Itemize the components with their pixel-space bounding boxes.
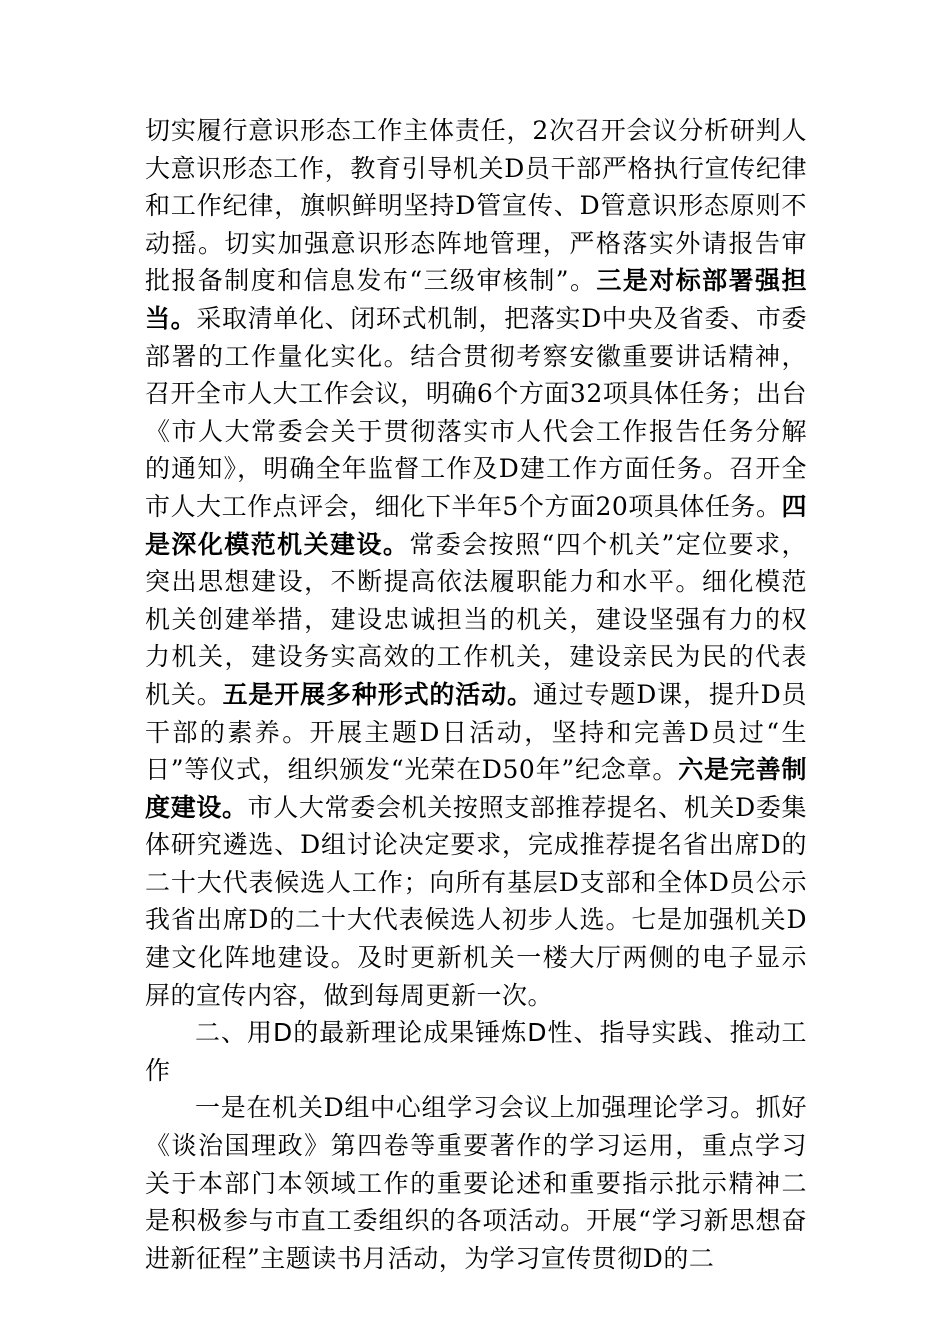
- text-run: 采取清单化、闭环式机制，把落实D中央及省委、市委部署的工作量化实化。结合贯彻考察安徽重要讲话精神，召开全市人大工作会议，明确6个方面32项具体任务；出台《市人大常委会关于贯彻落实市人代会工作报告任务分解的通知》，明确全年监督工作及D建工作方面任务。召开全市人大工作点评会，细化下半年5个方面20项具体任务。: [145, 303, 807, 521]
- text-run: 二、用D的最新理论成果锤炼D性、指导实践、推动工作: [145, 1018, 807, 1085]
- document-page: [145, 112, 807, 1277]
- text-run: 市人大常委会机关按照支部推荐提名、机关D委集体研究遴选、D组讨论决定要求，完成推荐提名省出席D的二十大代表候选人工作；向所有基层D支部和全体D员公示我省出席D的二十大代表候选人初步人选。七是加强机关D建文化阵地建设。及时更新机关一楼大厅两侧的电子显示屏的宣传内容，做到每周更新一次。: [145, 792, 807, 1010]
- bold-lead-phrase: 三是对标部署强担当。: [145, 266, 807, 333]
- text-run: 切实履行意识形态工作主体责任，2次召开会议分析研判人大意识形态工作，教育引导机关D员干部严格执行宣传纪律和工作纪律，旗帜鲜明坚持D管宣传、D管意识形态原则不动摇。切实加强意识形态阵地管理，严格落实外请报告审批报备制度和信息发布“三级审核制”。: [145, 116, 807, 296]
- text-run: 常委会按照“四个机关”定位要求，突出思想建设，不断提高依法履职能力和水平。细化模范机关创建举措，建设忠诚担当的机关，建设坚强有力的权力机关，建设务实高效的工作机关，建设亲民为民的代表机关。: [145, 529, 807, 709]
- paragraph-study: [145, 1089, 807, 1277]
- text-run: 通过专题D课，提升D员干部的素养。开展主题D日活动，坚持和完善D员过“生日”等仪式，组织颁发“光荣在D50年”纪念章。: [145, 679, 807, 785]
- bold-lead-phrase: 五是开展多种形式的活动。: [222, 679, 533, 709]
- section-heading: [145, 1014, 807, 1089]
- bold-lead-phrase: 六是完善制度建设。: [145, 755, 807, 822]
- paragraph-continued: [145, 112, 807, 1014]
- bold-lead-phrase: 四是深化模范机关建设。: [145, 491, 807, 559]
- text-run: 一是在机关D组中心组学习会议上加强理论学习。抓好《谈治国理政》第四卷等重要著作的学习运用，重点学习关于本部门本领域工作的重要论述和重要指示批示精神二是积极参与市直工委组织的各项活动。开展“学习新思想奋进新征程”主题读书月活动，为学习宣传贯彻D的二: [145, 1093, 807, 1273]
